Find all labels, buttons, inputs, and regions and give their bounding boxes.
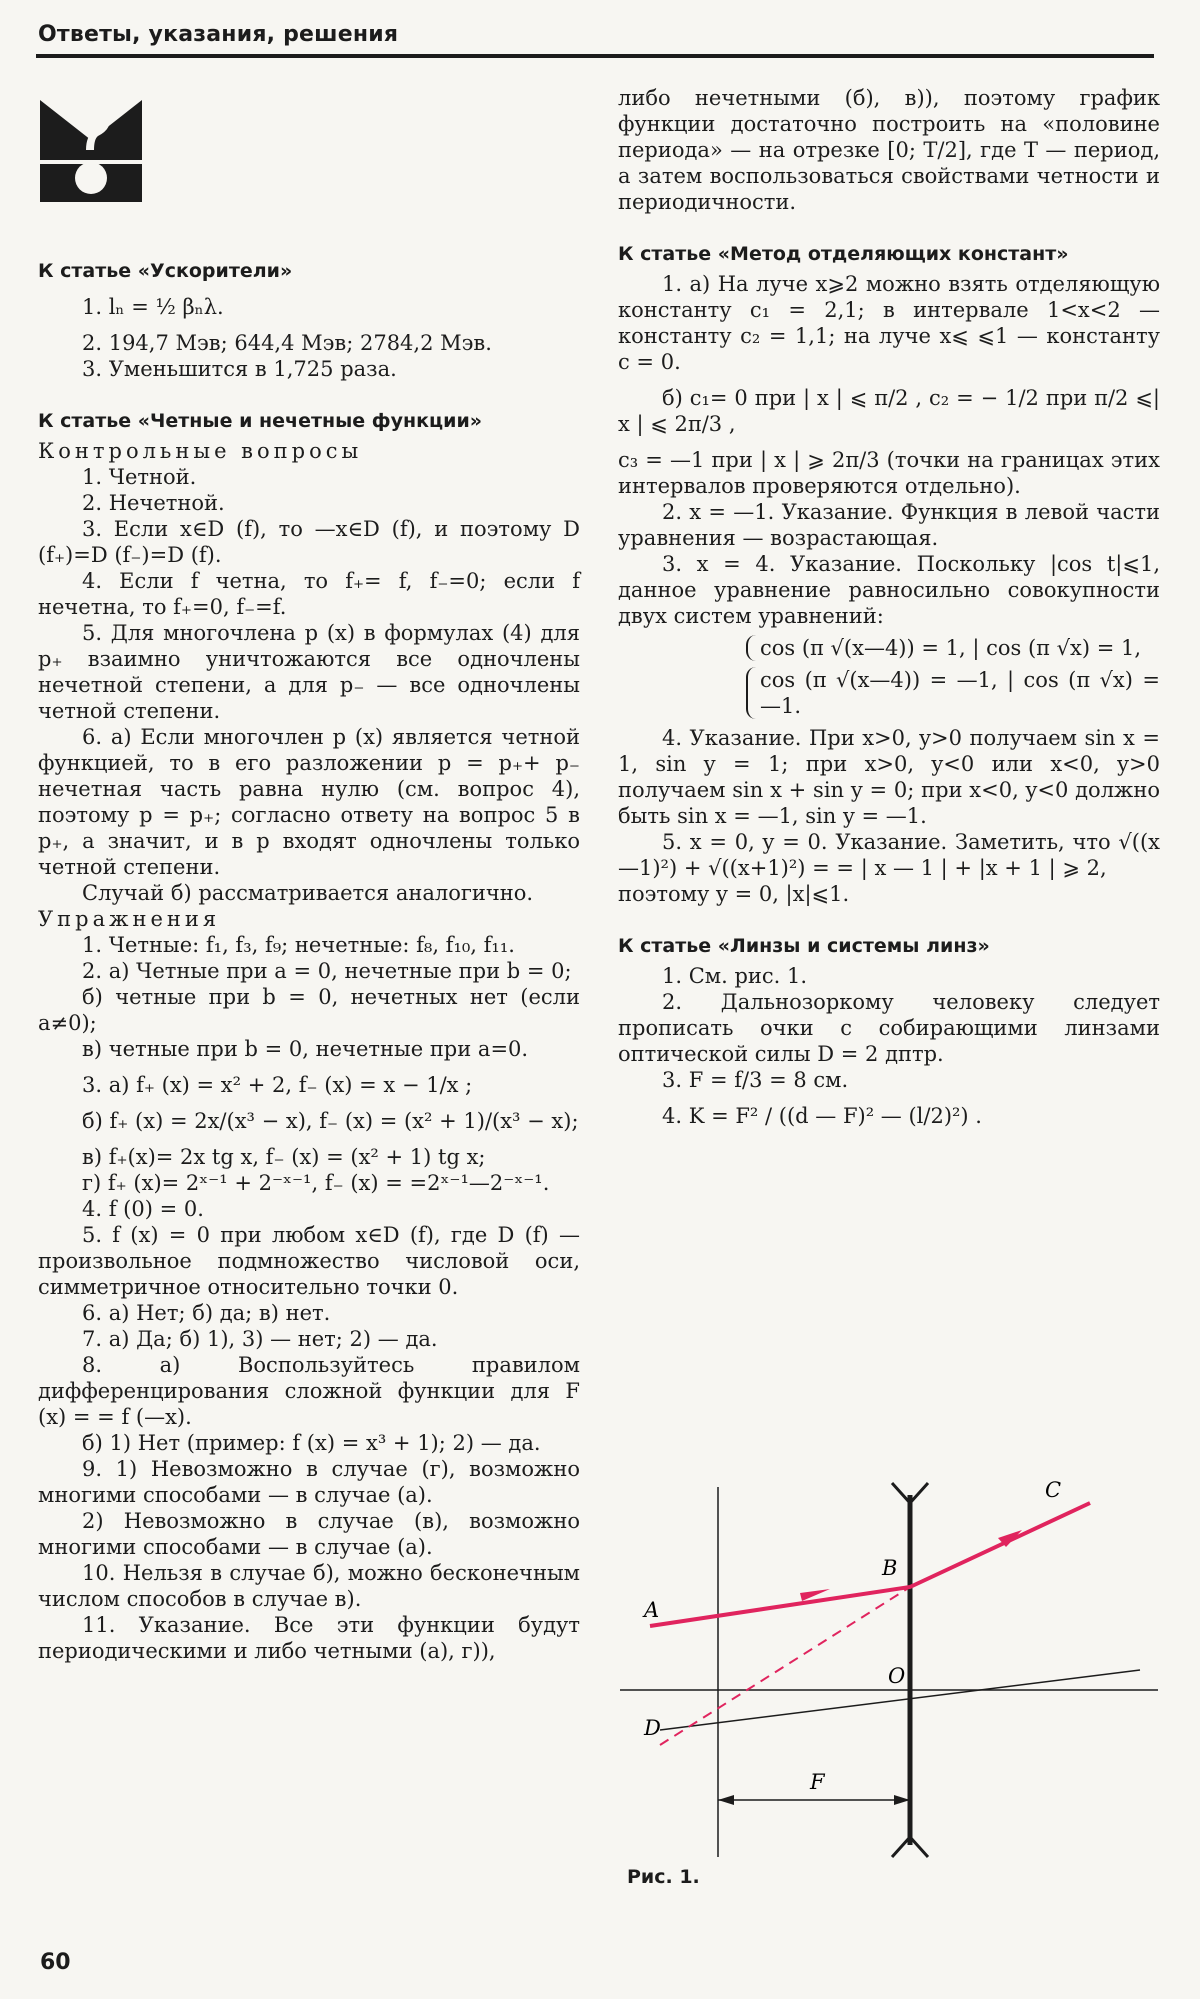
text-paragraph: 4. K = F² / ((d — F)² — (l/2)²) . (662, 1104, 982, 1128)
section-heading: К статье «Линзы и системы линз» (618, 935, 990, 957)
label-a: A (644, 1598, 660, 1622)
question-mark-emblem-icon (40, 100, 142, 202)
text-paragraph: 2. а) Четные при a = 0, нечетные при b = 0; (82, 959, 572, 983)
text-paragraph: 5. f (x) = 0 при любом x∈D (f), где D (f) — произвольное подмножество числовой оси, симметричное относительно точки 0. (38, 1223, 580, 1299)
text-paragraph: 5. Для многочлена p (x) в формулах (4) для p₊ взаимно уничтожаются все одночлены нечетной степени, а для p₋ — все одночлены четной степени. (38, 621, 580, 723)
text-paragraph: 2. x = —1. Указание. Функция в левой части уравнения — возрастающая. (618, 500, 1160, 550)
lens-ray-diagram (620, 1475, 1160, 1860)
dimension-arrow-left (718, 1795, 734, 1805)
text-paragraph: 8. а) Воспользуйтесь правилом дифференцирования сложной функции для F (x) = = f (—x). (38, 1353, 580, 1429)
text-paragraph: 2. 194,7 Мэв; 644,4 Мэв; 2784,2 Мэв. (82, 331, 492, 355)
text-paragraph: 10. Нельзя в случае б), можно бесконечным числом способов в случае в). (38, 1561, 580, 1611)
text-paragraph: 1. Четные: f₁, f₃, f₉; нечетные: f₈, f₁₀, f₁₁. (82, 933, 515, 957)
text-paragraph: б) f₊ (x) = 2x/(x³ − x), f₋ (x) = (x² + 1)/(x³ − x); (82, 1109, 579, 1133)
header-rule (36, 54, 1154, 58)
text-paragraph: г) f₊ (x)= 2ˣ⁻¹ + 2⁻ˣ⁻¹, f₋ (x) = =2ˣ⁻¹—2⁻ˣ⁻¹. (82, 1171, 550, 1195)
text-paragraph: 7. а) Да; б) 1), 3) — нет; 2) — да. (82, 1327, 438, 1351)
page-number: 60 (40, 1950, 71, 1975)
running-header: Ответы, указания, решения (38, 22, 399, 47)
construction-dashed-line (660, 1587, 910, 1745)
text-paragraph: 1. а) На луче x⩾2 можно взять отделяющую константу c₁ = 2,1; в интервале 1<x<2 — константу c₂ = 1,1; на луче x⩽ ⩽1 — константу c = 0. (618, 272, 1160, 374)
figure-caption: Рис. 1. (627, 1866, 700, 1888)
text-paragraph: 9. 1) Невозможно в случае (г), возможно многими способами — в случае (а). (38, 1457, 580, 1507)
section-heading: К статье «Четные и нечетные функции» (38, 410, 483, 432)
text-paragraph: 11. Указание. Все эти функции будут периодическими и либо четными (а), г)), (38, 1613, 580, 1663)
text-paragraph: cos (π √(x—4)) = 1, | cos (π √x) = 1, (746, 635, 1160, 661)
text-paragraph: б) c₁= 0 при | x | ⩽ π/2 , c₂ = − 1/2 при π/2 ⩽| x | ⩽ 2π/3 , (618, 386, 1160, 436)
text-paragraph: в) f₊(x)= 2x tg x, f₋ (x) = (x² + 1) tg x; (82, 1145, 486, 1169)
text-paragraph: в) четные при b = 0, нечетные при a=0. (82, 1037, 529, 1061)
text-paragraph: 3. Если x∈D (f), то —x∈D (f), и поэтому D (f₊)=D (f₋)=D (f). (38, 517, 580, 567)
text-paragraph: 3. F = f/3 = 8 см. (662, 1068, 849, 1092)
text-paragraph: Случай б) рассматривается аналогично. (82, 881, 534, 905)
label-d: D (644, 1716, 661, 1740)
text-paragraph: cos (π √(x—4)) = —1, | cos (π √x) = —1. (746, 667, 1160, 719)
text-paragraph: 1. Четной. (82, 465, 197, 489)
text-paragraph: Упражнения (38, 907, 221, 931)
text-paragraph: 4. Указание. При x>0, y>0 получаем sin x = 1, sin y = 1; при x>0, y<0 или x<0, y>0 получаем sin x + sin y = 0; при x<0, y<0 должно быть sin x = —1, sin y = —1. (618, 726, 1160, 828)
refracted-ray (650, 1503, 1090, 1626)
label-f: F (810, 1770, 825, 1794)
section-heading: К статье «Метод отделяющих констант» (618, 243, 1069, 265)
text-paragraph: 4. f (0) = 0. (82, 1197, 204, 1221)
text-paragraph: c₃ = —1 при | x | ⩾ 2π/3 (точки на границах этих интервалов проверяются отдельно). (618, 448, 1160, 498)
text-paragraph: 2) Невозможно в случае (в), возможно многими способами — в случае (а). (38, 1509, 580, 1559)
text-paragraph: Контрольные вопросы (38, 439, 363, 463)
left-column (38, 232, 580, 1664)
text-paragraph: 6. а) Нет; б) да; в) нет. (82, 1301, 331, 1325)
text-paragraph: 2. Дальнозоркому человеку следует прописать очки с собирающими линзами оптической силы D = 2 дптр. (618, 990, 1160, 1066)
text-paragraph: б) 1) Нет (пример: f (x) = x³ + 1); 2) — да. (82, 1431, 541, 1455)
text-paragraph: 4. Если f четна, то f₊= f, f₋=0; если f нечетна, то f₊=0, f₋=f. (38, 569, 580, 619)
text-paragraph: 3. Уменьшится в 1,725 раза. (82, 357, 397, 381)
text-paragraph: 5. x = 0, y = 0. Указание. Заметить, что √((x—1)²) + √((x+1)²) = = | x — 1 | + |x + 1 | ⩾ 2, (618, 830, 1160, 880)
right-column (618, 85, 1160, 1139)
text-paragraph: б) четные при b = 0, нечетных нет (если a≠0); (38, 985, 580, 1035)
label-b: B (882, 1556, 898, 1580)
text-paragraph: либо нечетными (б), в)), поэтому график функции достаточно построить на «половине периода» — на отрезке [0; T/2], где T — период, а затем воспользоваться свойствами четности и периодичности. (618, 86, 1160, 214)
label-c: C (1045, 1478, 1062, 1502)
text-paragraph: поэтому y = 0, |x|⩽1. (618, 882, 850, 906)
text-paragraph: 6. а) Если многочлен p (x) является четной функцией, то в его разложении p = p₊+ p₋ нечетная часть равна нулю (см. вопрос 4), поэтому p = p₊; согласно ответу на вопрос 5 в p₊, а значит, и в p входят одночлены только четной степени. (38, 725, 580, 879)
text-paragraph: 2. Нечетной. (82, 491, 225, 515)
text-paragraph: 3. а) f₊ (x) = x² + 2, f₋ (x) = x − 1/x ; (82, 1073, 473, 1097)
section-heading: К статье «Ускорители» (38, 260, 293, 282)
text-paragraph: 1. lₙ = ½ βₙλ. (82, 295, 224, 319)
text-paragraph: 1. См. рис. 1. (662, 964, 808, 988)
label-o: O (888, 1664, 906, 1688)
text-paragraph: 3. x = 4. Указание. Поскольку |cos t|⩽1, данное уравнение равносильно совокупности двух систем уравнений: (618, 552, 1160, 628)
